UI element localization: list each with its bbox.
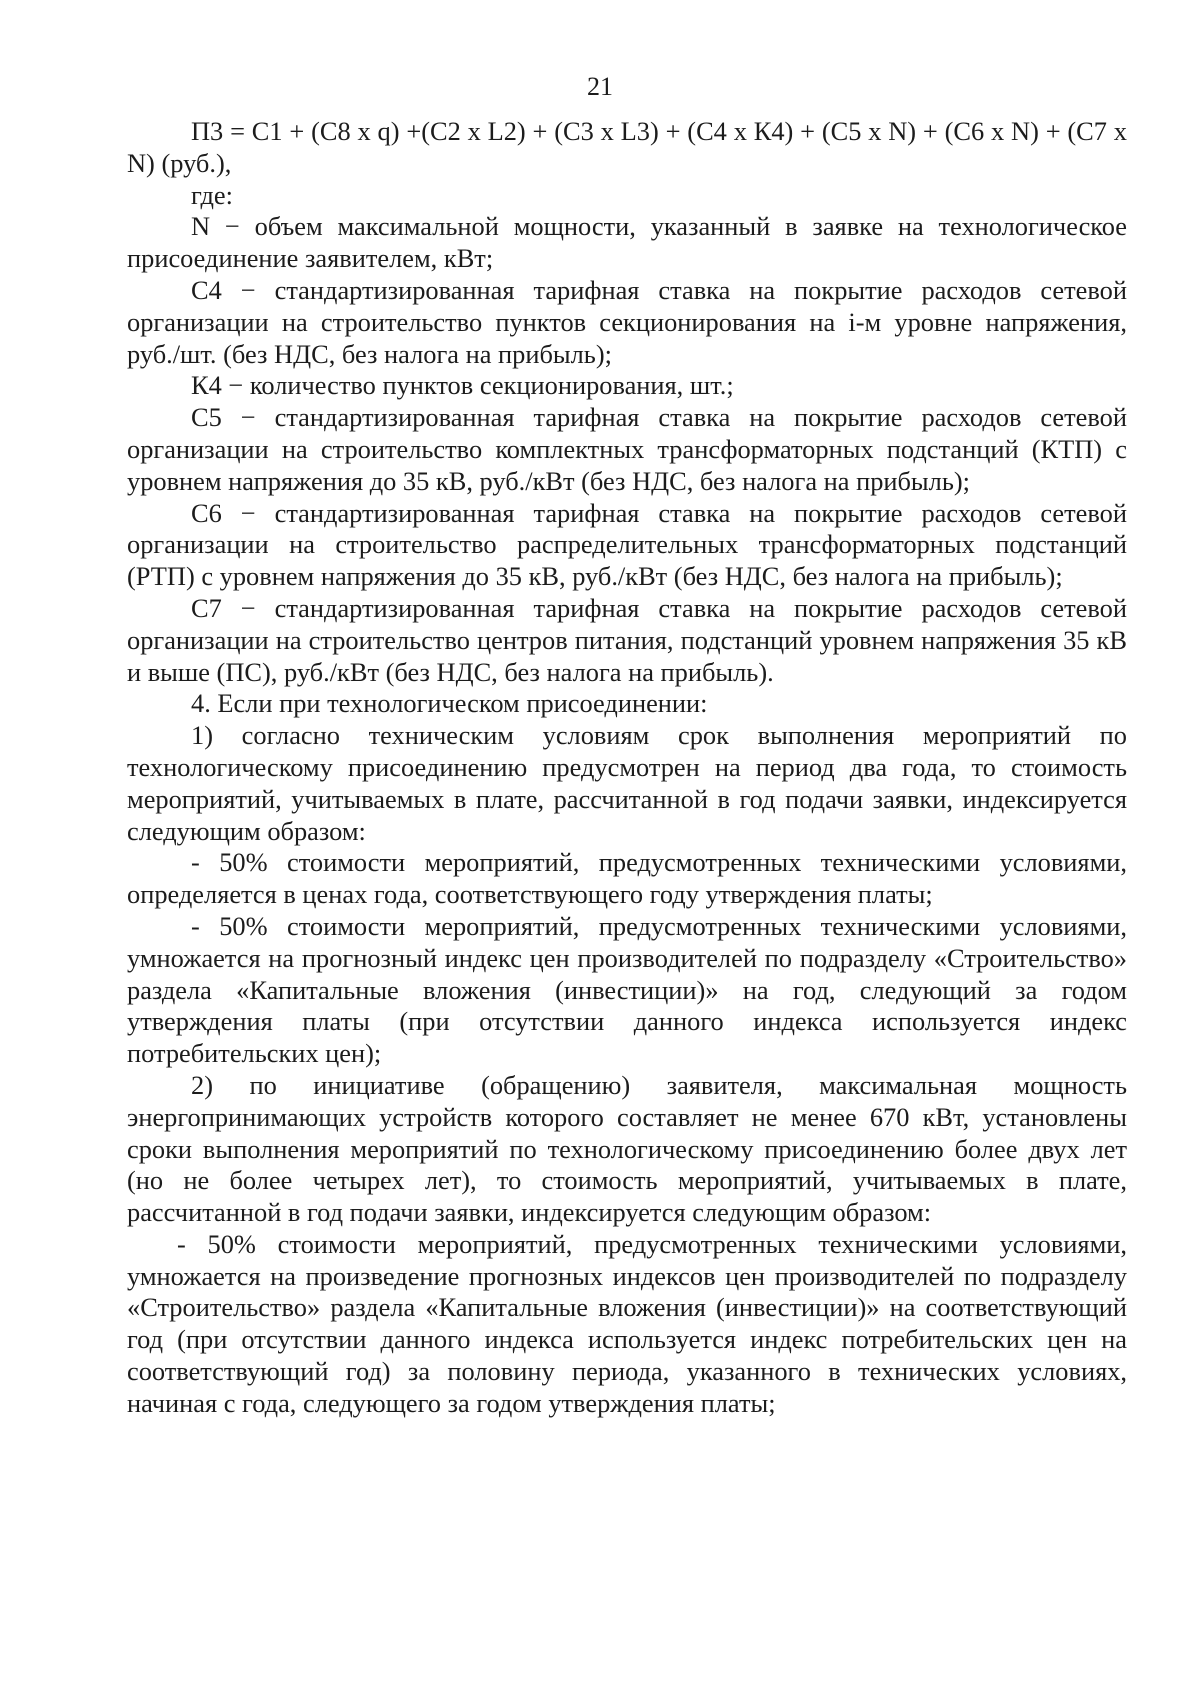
- page-number: 21: [587, 72, 613, 101]
- where-label: где:: [191, 179, 233, 210]
- item-4-subitem-1: 1) согласно техническим условиям срок выполнения мероприятий по технологическому присоединению предусмотрен на период два года, то стоимость мероприятий, учитываемых в плате, рассчитанной в год подачи заявки, индексируется следующим образом:: [127, 720, 1127, 846]
- definition-c6: С6 − стандартизированная тарифная ставка на покрытие расходов сетевой организации на строительство распределительных трансформаторных подстанций (РТП) с уровнем напряжения до 35 кВ, руб./кВт (без НДС, без налога на прибыль);: [127, 497, 1127, 592]
- definition-k4: К4 − количество пунктов секционирования, шт.;: [191, 370, 734, 401]
- definition-c4: С4 − стандартизированная тарифная ставка на покрытие расходов сетевой организации на строительство пунктов секционирования на i-м уровне напряжения, руб./шт. (без НДС, без налога на прибыль);: [127, 274, 1127, 369]
- item-4-subitem-2-bullet-a: - 50% стоимости мероприятий, предусмотренных техническими условиями, умножается на произведение прогнозных индексов цен производителей по подразделу «Строительство» раздела «Капитальные вложения (инвестиции)» на соответствующий год (при отсутствии данного индекса используется индекс потребительских цен на соответствующий год) за половину периода, указанного в технических условиях, начиная с года, следующего за годом утверждения платы;: [127, 1228, 1127, 1418]
- definition-c7: С7 − стандартизированная тарифная ставка на покрытие расходов сетевой организации на строительство центров питания, подстанций уровнем напряжения 35 кВ и выше (ПС), руб./кВт (без НДС, без налога на прибыль).: [127, 592, 1127, 687]
- item-4-heading: 4. Если при технологическом присоединении:: [191, 688, 708, 719]
- document-body: [127, 116, 1127, 1420]
- item-4-subitem-1-bullet-a: - 50% стоимости мероприятий, предусмотренных техническими условиями, определяется в ценах года, соответствующего году утверждения платы;: [127, 847, 1127, 910]
- definition-c5: С5 − стандартизированная тарифная ставка на покрытие расходов сетевой организации на строительство комплектных трансформаторных подстанций (КТП) с уровнем напряжения до 35 кВ, руб./кВт (без НДС, без налога на прибыль);: [127, 402, 1127, 496]
- formula-paragraph: П3 = С1 + (С8 х q) +(С2 х L2) + (С3 х L3) + (С4 х К4) + (С5 х N) + (С6 х N) + (С7 х N) (руб.),: [127, 116, 1127, 178]
- definition-n: N − объем максимальной мощности, указанный в заявке на технологическое присоединение заявителем, кВт;: [127, 211, 1127, 274]
- item-4-subitem-1-bullet-b: - 50% стоимости мероприятий, предусмотренных техническими условиями, умножается на прогнозный индекс цен производителей по подразделу «Строительство» раздела «Капитальные вложения (инвестиции)» на год, следующий за годом утверждения платы (при отсутствии данного индекса используется индекс потребительских цен);: [127, 910, 1127, 1069]
- item-4-subitem-2: 2) по инициативе (обращению) заявителя, максимальная мощность энергопринимающих устройств которого составляет не менее 670 кВт, установлены сроки выполнения мероприятий по технологическому присоединению более двух лет (но не более четырех лет), то стоимость мероприятий, учитываемых в плате, рассчитанной в год подачи заявки, индексируется следующим образом:: [127, 1069, 1127, 1228]
